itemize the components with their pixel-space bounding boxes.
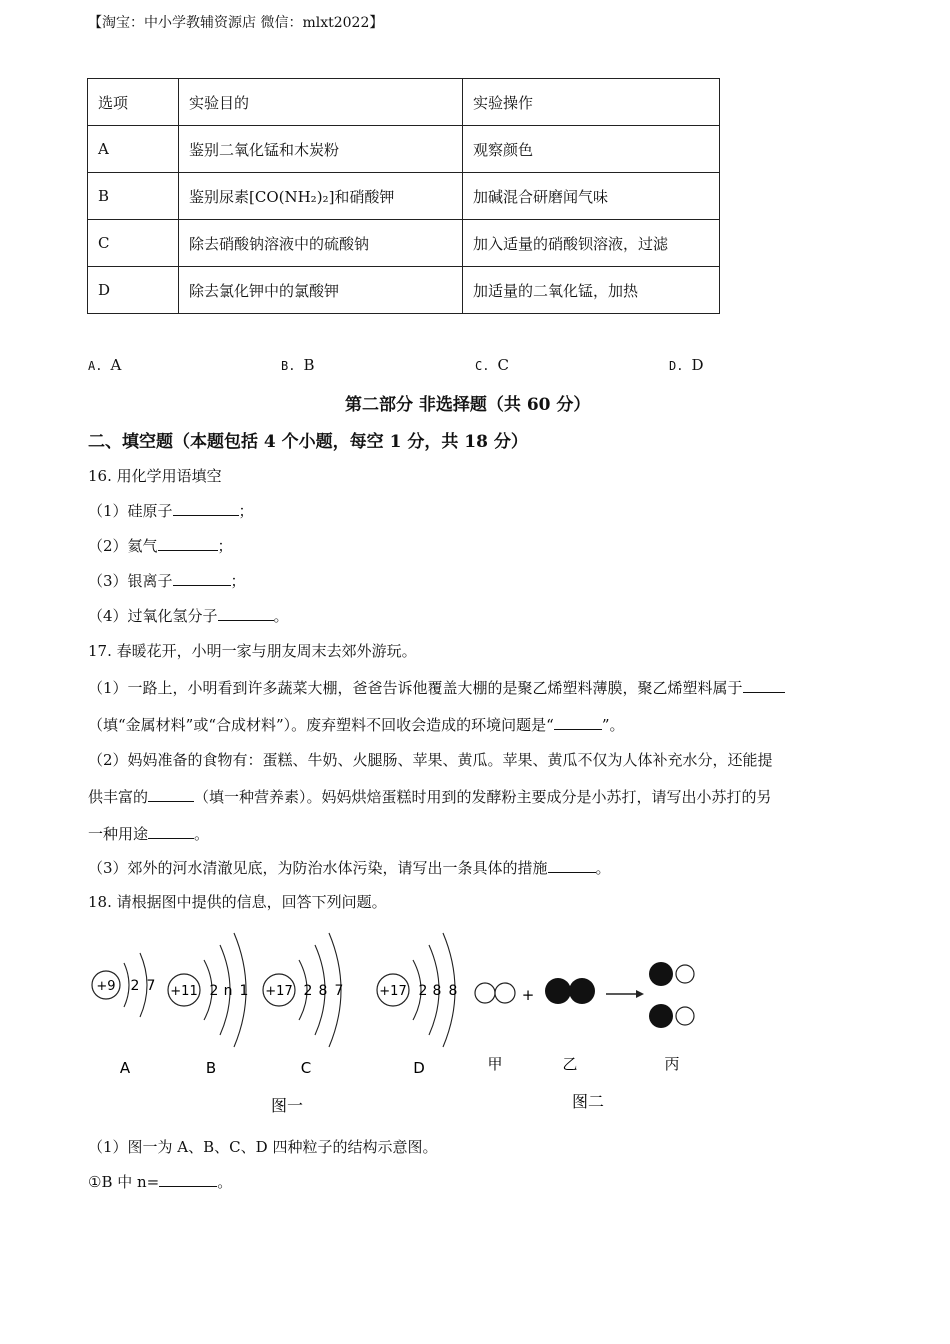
q16-item-end: ； [217, 537, 233, 555]
q18-sub1a [88, 1171, 232, 1192]
options-table [87, 78, 720, 314]
table-cell: C [88, 220, 179, 267]
shell-electrons: 8 [432, 983, 442, 999]
choice-value: A [110, 356, 122, 374]
answer-blank[interactable] [159, 1172, 217, 1187]
molecule-jia [475, 983, 515, 1003]
q18-sub1: （1）图一为 A、B、C、D 四种粒子的结构示意图。 [88, 1138, 438, 1156]
black-atom [649, 962, 673, 986]
nucleus-charge: +17 [265, 984, 293, 999]
table-cell: B [88, 173, 179, 220]
q18-text: ①B 中 n= [88, 1173, 160, 1191]
white-atom [676, 1007, 694, 1025]
q16-item-end: 。 [273, 607, 289, 625]
choice-b[interactable] [281, 356, 314, 374]
section2-title: 二、填空题（本题包括 4 个小题，每空 1 分，共 18 分） [88, 432, 528, 452]
shell-electrons: 2 [209, 983, 219, 999]
page-header: 【淘宝：中小学教辅资源店 微信：mlxt2022】 [88, 15, 384, 31]
table-cell: 鉴别尿素[CO(NH₂)₂]和硝酸钾 [179, 173, 463, 220]
q16-item-text: （4）过氧化氢分子 [88, 607, 218, 625]
table-cell: 加碱混合研磨闻气味 [463, 173, 720, 220]
table-row [88, 173, 720, 220]
q17-text: （填一种营养素）。妈妈烘焙蛋糕时用到的发酵粉主要成分是小苏打，请写出小苏打的另 [194, 788, 772, 806]
q18-text: 。 [217, 1173, 233, 1191]
molecule-label: 乙 [562, 1055, 578, 1073]
molecule-yi [545, 978, 595, 1004]
q16-item-text: （2）氦气 [88, 537, 158, 555]
q16-item-3 [88, 570, 246, 591]
q17-text: 。 [595, 859, 611, 877]
reaction-arrow [606, 990, 644, 998]
black-atom [545, 978, 571, 1004]
shell-electrons: n [223, 983, 233, 999]
q17-p1-line1 [88, 677, 785, 698]
electron-shell [124, 963, 129, 1007]
q17-text: （1）一路上，小明看到许多蔬菜大棚，爸爸告诉他覆盖大棚的是聚乙烯塑料薄膜，聚乙烯塑料属于 [88, 679, 743, 697]
table-cell: 除去硝酸钠溶液中的硫酸钠 [179, 220, 463, 267]
q16-item-text: （3）银离子 [88, 572, 173, 590]
atom-label: D [413, 1059, 425, 1077]
table-row [88, 267, 720, 314]
shell-electrons: 8 [448, 983, 458, 999]
choice-value: C [497, 356, 509, 374]
q17-text: 。 [194, 825, 210, 843]
answer-blank[interactable] [548, 858, 596, 873]
table-cell: D [88, 267, 179, 314]
atom-diagram-b [168, 933, 248, 1077]
q16-item-end: ； [238, 502, 254, 520]
answer-blank[interactable] [173, 571, 231, 586]
atom-diagram-d [377, 933, 457, 1077]
q17-p2-line3 [88, 823, 209, 844]
q17-stem: 17. 春暖花开，小明一家与朋友周末去郊外游玩。 [88, 642, 417, 660]
black-atom [649, 1004, 673, 1028]
q17-p2-line1: （2）妈妈准备的食物有：蛋糕、牛奶、火腿肠、苹果、黄瓜。苹果、黄瓜不仅为人体补充水分，还能提 [88, 751, 773, 769]
q17-text: 供丰富的 [88, 788, 149, 806]
atom-structure-figure [88, 925, 708, 1120]
table-cell: 加入适量的硝酸钡溶液，过滤 [463, 220, 720, 267]
table-row [88, 126, 720, 173]
white-atom [475, 983, 495, 1003]
choice-key: D. [669, 359, 684, 373]
q17-text: （3）郊外的河水清澈见底，为防治水体污染，请写出一条具体的措施 [88, 859, 548, 877]
atom-diagram-a [92, 953, 155, 1077]
choice-key: B. [281, 359, 296, 373]
table-header-cell: 实验操作 [463, 79, 720, 126]
table-row [88, 220, 720, 267]
table-cell: 加适量的二氧化锰，加热 [463, 267, 720, 314]
choice-a[interactable] [88, 356, 121, 374]
shell-electrons: 1 [239, 983, 249, 999]
nucleus-charge: +9 [96, 979, 116, 994]
part2-title: 第二部分 非选择题（共 60 分） [345, 395, 591, 415]
black-atom [569, 978, 595, 1004]
choice-value: B [303, 356, 315, 374]
choice-value: D [691, 356, 704, 374]
atom-label: C [300, 1059, 312, 1077]
answer-blank[interactable] [743, 678, 785, 693]
q17-text: （填“金属材料”或“合成材料”）。废弃塑料不回收会造成的环境问题是“ [88, 716, 554, 734]
answer-blank[interactable] [554, 715, 602, 730]
choice-key: A. [88, 359, 103, 373]
q17-p2-line2 [88, 786, 772, 807]
choice-c[interactable] [475, 356, 509, 374]
answer-blank[interactable] [158, 536, 218, 551]
q16-item-text: （1）硅原子 [88, 502, 173, 520]
atom-label: A [119, 1059, 131, 1077]
shell-electrons: 2 [418, 983, 428, 999]
molecule-label: 丙 [664, 1055, 680, 1073]
table-cell: 除去氯化钾中的氯酸钾 [179, 267, 463, 314]
nucleus-charge: +11 [170, 984, 198, 999]
molecule-label: 甲 [487, 1055, 503, 1073]
shell-electrons: 7 [146, 978, 156, 994]
q17-p1-line2 [88, 714, 625, 735]
plus-sign: + [521, 986, 535, 1004]
molecule-bing [649, 962, 694, 1028]
figure1-caption: 图一 [270, 1096, 304, 1115]
table-header-cell: 选项 [88, 79, 179, 126]
atom-label: B [205, 1059, 217, 1077]
shell-electrons: 2 [130, 978, 140, 994]
shell-electrons: 2 [303, 983, 313, 999]
answer-blank[interactable] [148, 824, 194, 839]
choice-d[interactable] [669, 356, 703, 374]
table-cell: 观察颜色 [463, 126, 720, 173]
q16-item-1 [88, 500, 254, 521]
answer-blank[interactable] [173, 501, 239, 516]
q16-item-2 [88, 535, 233, 556]
shell-electrons: 8 [318, 983, 328, 999]
choice-key: C. [475, 359, 490, 373]
shell-electrons: 7 [334, 983, 344, 999]
white-atom [676, 965, 694, 983]
figure2-caption: 图二 [571, 1092, 605, 1111]
q16-item-end: ； [230, 572, 246, 590]
table-header-cell: 实验目的 [179, 79, 463, 126]
q17-text: ”。 [601, 716, 625, 734]
nucleus-charge: +17 [379, 984, 407, 999]
q16-stem: 16. 用化学用语填空 [88, 467, 222, 485]
table-header-row [88, 79, 720, 126]
q16-item-4 [88, 605, 289, 626]
q18-stem: 18. 请根据图中提供的信息，回答下列问题。 [88, 893, 387, 911]
table-cell: A [88, 126, 179, 173]
table-cell: 鉴别二氧化锰和木炭粉 [179, 126, 463, 173]
answer-blank[interactable] [148, 787, 194, 802]
q17-text: 一种用途 [88, 825, 149, 843]
answer-blank[interactable] [218, 606, 274, 621]
atom-diagram-c [263, 933, 343, 1077]
q17-p3 [88, 857, 611, 878]
white-atom [495, 983, 515, 1003]
